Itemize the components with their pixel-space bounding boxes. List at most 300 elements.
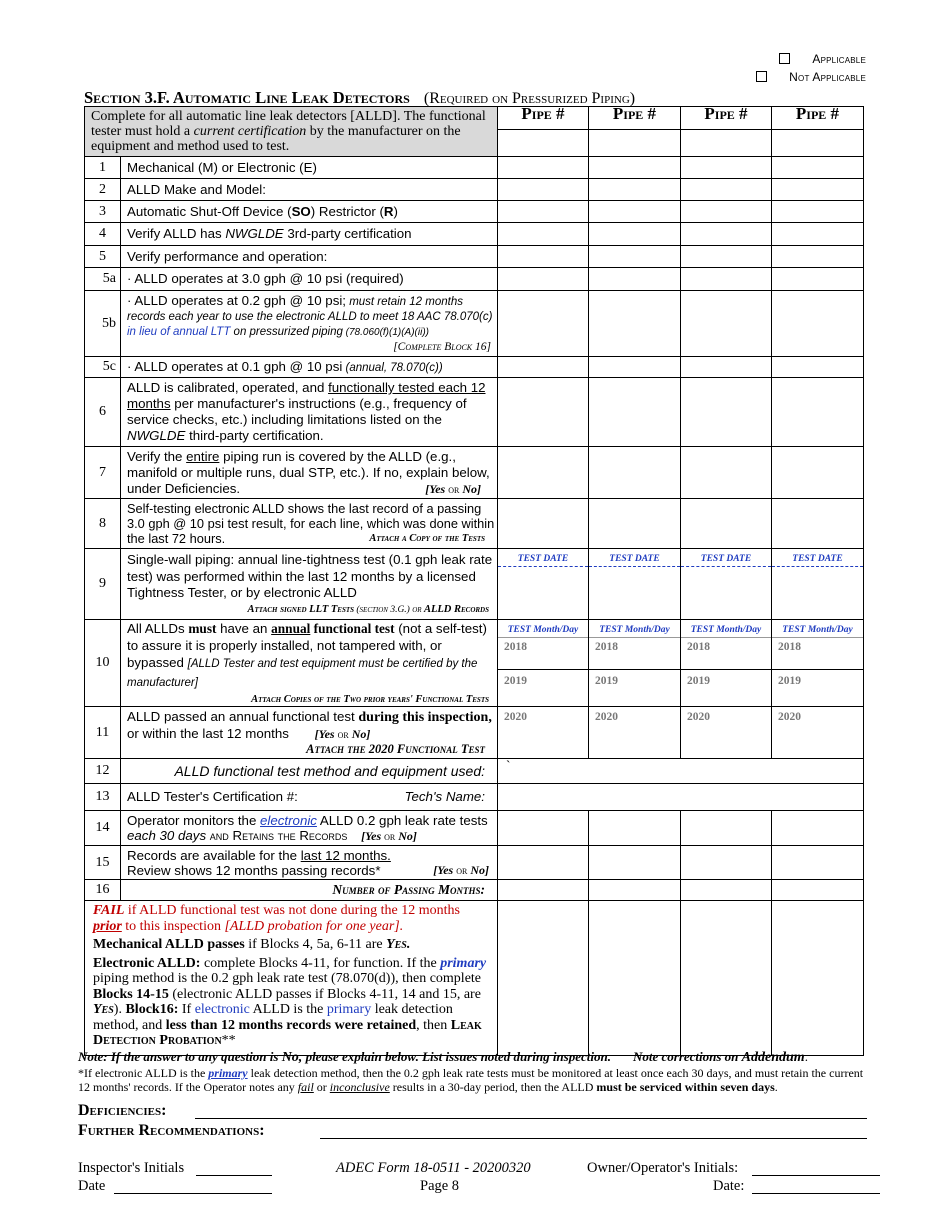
table-row: [85, 447, 864, 499]
text-bold: R: [383, 203, 394, 219]
text-bold: Mechanical ALLD passes: [93, 937, 245, 952]
or-text: or: [445, 481, 463, 496]
year-label: 2020: [595, 711, 618, 723]
test-date-label: TEST DATE: [681, 549, 771, 567]
answer-cell[interactable]: [681, 846, 772, 880]
mechanical-criteria: [93, 937, 491, 953]
text-bold: Yes: [93, 1002, 114, 1017]
addendum-link[interactable]: Addendum: [741, 1050, 805, 1065]
answer-cell[interactable]: [589, 846, 681, 880]
row-number: 15: [85, 846, 121, 880]
row-number: 3: [85, 201, 121, 223]
table-row: [85, 291, 864, 357]
answer-cell[interactable]: [772, 291, 864, 357]
text-part: (electronic ALLD passes if Blocks 4-11, 14 and 15, are: [168, 986, 481, 1002]
tech-name-label: Tech's Name:: [404, 789, 485, 804]
answer-cell[interactable]: [589, 268, 681, 291]
owner-date-label: Date:: [713, 1178, 745, 1194]
pipe-number-input[interactable]: [772, 130, 864, 157]
answer-cell[interactable]: [589, 291, 681, 357]
text-part: ): [393, 203, 398, 219]
table-row: [85, 880, 864, 901]
answer-cell[interactable]: [772, 357, 864, 378]
text-part: .: [804, 1049, 808, 1064]
year-label: 2018: [681, 638, 771, 670]
text-italic: NWGLDE: [225, 226, 284, 241]
text-part: · ALLD operates at 0.1 gph @ 10 psi: [127, 358, 343, 374]
text-part: If: [178, 1002, 195, 1017]
text-underlined: fail: [297, 1080, 314, 1094]
table-row: [85, 901, 864, 1056]
attach-line: [127, 692, 497, 706]
text-part: leak detection method, and: [93, 1002, 453, 1033]
answer-cell[interactable]: [589, 447, 681, 499]
pipe-header-2: Pipe #: [589, 107, 681, 130]
answer-cell[interactable]: [772, 246, 864, 268]
table-row: [85, 201, 864, 223]
yes-text: [Yes: [361, 828, 382, 843]
year-label: 2019: [687, 675, 710, 687]
pipe-number-input[interactable]: [681, 130, 772, 157]
row-number: 5c: [85, 357, 121, 378]
answer-cell[interactable]: [681, 499, 772, 549]
inspector-initials-input[interactable]: [196, 1175, 272, 1176]
answer-cell[interactable]: [498, 880, 589, 901]
text-bold: No,: [281, 1050, 303, 1065]
answer-cell[interactable]: [498, 901, 589, 1056]
answer-cell[interactable]: [589, 499, 681, 549]
text-part: · ALLD operates at 0.2 gph @ 10 psi;: [127, 292, 346, 308]
text-blue: electronic: [260, 812, 317, 828]
text-part: (not a self-test) to assure it is properly installed, not tampered with, or bypassed: [127, 621, 487, 670]
text-part: or: [313, 1080, 330, 1094]
answer-cell[interactable]: [772, 447, 864, 499]
text-part: Records are available for the: [127, 847, 301, 863]
row-description: [121, 447, 498, 499]
text-part: Note corrections on: [632, 1049, 742, 1064]
answer-cell[interactable]: [498, 157, 589, 179]
text-bold: less than 12 months records were retained: [165, 1017, 417, 1033]
further-recommendations-label: Further Recommendations:: [78, 1122, 265, 1139]
year-label: 2019: [504, 675, 527, 687]
complete-block-note: [Complete Block 16]: [393, 340, 491, 353]
attach-note: ALLD Records: [423, 603, 489, 615]
table-row: [85, 811, 864, 846]
attach-note: Attach signed LLT Tests: [247, 603, 355, 615]
answer-cell[interactable]: [681, 157, 772, 179]
text-italic: [ALLD Tester and test equipment must be certified by the manufacturer]: [127, 658, 478, 689]
functional-test-cell[interactable]: [498, 620, 589, 707]
answer-cell[interactable]: [498, 357, 589, 378]
deficiencies-input[interactable]: [195, 1118, 867, 1119]
text-part: Single-wall piping: annual line-tightness test (0.1 gph leak rate test) was performed within the last 12 months by a licensed Tightness Tester, or by electronic ALLD: [127, 552, 493, 601]
method-equipment-input[interactable]: [498, 759, 864, 784]
text-part: .: [774, 1080, 778, 1094]
text-underlined: annual: [271, 621, 311, 636]
row-description: [121, 499, 498, 549]
text-bold: Blocks 14-15: [93, 986, 169, 1002]
answer-cell[interactable]: [589, 157, 681, 179]
row-number: 11: [85, 707, 121, 759]
text-part: Verify ALLD has: [127, 226, 226, 241]
answer-cell[interactable]: [681, 357, 772, 378]
test-date-cell[interactable]: [589, 549, 681, 620]
row-description: [121, 620, 498, 707]
text-part: All ALLDs: [127, 621, 189, 636]
year-label: 2019: [778, 675, 801, 687]
text-bold: Leak Detection Probation: [93, 1017, 482, 1048]
fail-label: FAIL: [93, 903, 125, 918]
not-applicable-checkbox[interactable]: [756, 70, 866, 84]
functional-test-cell[interactable]: [589, 620, 681, 707]
or-text: or: [381, 828, 399, 843]
row-number: 2: [85, 179, 121, 201]
table-row: [85, 268, 864, 291]
deficiencies-label: Deficiencies:: [78, 1102, 167, 1119]
table-row: [85, 378, 864, 447]
row-description: [121, 378, 498, 447]
form-number: ADEC Form 18-0511 - 20200320: [336, 1160, 531, 1176]
answer-cell[interactable]: [589, 246, 681, 268]
answer-cell[interactable]: [772, 223, 864, 246]
text-italic: on pressurized piping: [230, 325, 343, 338]
functional-test-cell[interactable]: [498, 707, 589, 759]
answer-cell[interactable]: [498, 201, 589, 223]
table-row: [85, 246, 864, 268]
row-number: 12: [85, 759, 121, 784]
table-row: [85, 549, 864, 620]
yes-no-prompt: [425, 481, 497, 497]
functional-test-cell[interactable]: [681, 707, 772, 759]
row-description: [121, 201, 498, 223]
answer-cell[interactable]: [681, 246, 772, 268]
attach-note: Attach Copies of the Two prior years' Functional Tests: [251, 694, 489, 705]
inspector-initials: [78, 1160, 184, 1177]
yes-text: [Yes: [425, 481, 446, 496]
table-row: [85, 357, 864, 378]
table-row: [85, 846, 864, 880]
text-part: have an: [216, 621, 272, 636]
answer-cell[interactable]: [498, 268, 589, 291]
test-month-day-label: TEST Month/Day: [772, 620, 863, 638]
test-date-label: TEST DATE: [498, 549, 588, 567]
answer-cell[interactable]: [772, 268, 864, 291]
text-part: Operator monitors the: [127, 812, 261, 828]
text-part: or within the last 12 months: [127, 726, 289, 741]
answer-cell[interactable]: [772, 499, 864, 549]
test-date-cell[interactable]: [681, 549, 772, 620]
attach-note: Attach the 2020 Functional Test: [306, 742, 485, 756]
text-part: if ALLD functional test was not done during the 12 months: [124, 903, 460, 918]
inspector-initials-label: Inspector's Initials: [78, 1160, 185, 1176]
text-part: **: [221, 1033, 236, 1048]
text-part: 3rd-party certification: [283, 226, 412, 241]
answer-cell[interactable]: [681, 880, 772, 901]
text-blue: primary: [326, 1002, 372, 1017]
test-month-day-label: TEST Month/Day: [589, 620, 680, 638]
answer-cell[interactable]: [498, 291, 589, 357]
attach-note: (section 3.G.) or: [354, 604, 424, 615]
text-part: ).: [113, 1002, 126, 1017]
text-part: Note: If the answer to any question is: [78, 1049, 282, 1064]
section-subtitle: (Required on Pressurized Piping): [423, 90, 636, 107]
answer-cell[interactable]: [681, 268, 772, 291]
row-number: 4: [85, 223, 121, 246]
text-part: ALLD is calibrated, operated, and: [127, 380, 329, 395]
row-description: [121, 707, 498, 759]
text-bold: Yes.: [386, 937, 411, 952]
text-bold: during this inspection,: [358, 710, 492, 725]
table-row: [85, 157, 864, 179]
answer-cell[interactable]: [772, 846, 864, 880]
pipe-header-3: Pipe #: [681, 107, 772, 130]
row-description: [121, 223, 498, 246]
functional-test-cell[interactable]: [772, 620, 864, 707]
text-blue: electronic: [194, 1002, 250, 1017]
answer-cell[interactable]: [772, 811, 864, 846]
yes-no-prompt: [351, 829, 417, 843]
test-date-label: TEST DATE: [772, 549, 863, 567]
text-bold: Block16:: [125, 1002, 179, 1017]
year-label: 2019: [595, 675, 618, 687]
checkbox-icon[interactable]: [756, 71, 767, 82]
row-number: 5a: [85, 268, 121, 291]
date-label: Date: [78, 1178, 106, 1194]
row-number: 10: [85, 620, 121, 707]
text-blue: primary: [440, 955, 487, 971]
owner-initials-label: Owner/Operator's Initials:: [587, 1160, 739, 1176]
answer-cell[interactable]: [498, 179, 589, 201]
row-number: 6: [85, 378, 121, 447]
note-line: [78, 1049, 878, 1066]
further-recommendations-input[interactable]: [320, 1138, 867, 1139]
pass-fail-criteria: [85, 901, 498, 1056]
answer-cell[interactable]: [589, 901, 681, 1056]
answer-cell[interactable]: [772, 880, 864, 901]
functional-test-cell[interactable]: [589, 707, 681, 759]
answer-cell[interactable]: [681, 378, 772, 447]
answer-cell[interactable]: [681, 179, 772, 201]
method-value: `: [506, 758, 511, 773]
answer-cell[interactable]: [681, 223, 772, 246]
text-part: ALLD 0.2 gph leak rate tests: [316, 812, 488, 828]
text-italic: [ALLD probation for one year].: [224, 918, 404, 934]
owner-date-input[interactable]: [752, 1193, 880, 1194]
or-text: or: [453, 862, 471, 877]
row-number: 16: [85, 880, 121, 901]
text-italic: each 30 days: [127, 827, 207, 843]
year-label: 2020: [778, 711, 801, 723]
text-part: please explain below. List issues noted during inspection.: [302, 1049, 611, 1064]
year-label: 2018: [589, 638, 680, 670]
or-text: or: [334, 727, 352, 741]
row-description: [121, 846, 498, 880]
text-part: to this inspection: [121, 918, 225, 934]
text-part: ALLD passed an annual functional test: [127, 709, 359, 724]
row-number: 5b: [85, 291, 121, 357]
text-bold: SO: [291, 203, 311, 219]
answer-cell[interactable]: [772, 378, 864, 447]
year-label: 2020: [687, 711, 710, 723]
answer-cell[interactable]: [772, 901, 864, 1056]
answer-cell[interactable]: [498, 246, 589, 268]
row-description: [121, 291, 498, 357]
text-part: complete Blocks 4-11, for function. If the: [200, 955, 441, 971]
table-row: [85, 499, 864, 549]
answer-cell[interactable]: [589, 223, 681, 246]
answer-cell[interactable]: [589, 378, 681, 447]
text-part: *If electronic ALLD is the: [78, 1066, 209, 1080]
text-part: per manufacturer's instructions (e.g., frequency of service checks, etc.) including limitations listed on the: [127, 396, 467, 427]
answer-cell[interactable]: [498, 223, 589, 246]
text-part: and Retains the Records: [206, 827, 348, 843]
table-row: [85, 179, 864, 201]
answer-cell[interactable]: [589, 357, 681, 378]
text-underlined: last 12 months.: [300, 847, 391, 863]
answer-cell[interactable]: [681, 447, 772, 499]
year-label: 2018: [498, 638, 588, 670]
row-description: ALLD Make and Model:: [121, 179, 498, 201]
tester-certification-input[interactable]: [498, 784, 864, 811]
not-applicable-label: Not Applicable: [789, 70, 866, 84]
answer-cell[interactable]: [772, 179, 864, 201]
text-part: ) Restrictor (: [310, 203, 384, 219]
pipe-header-4: Pipe #: [772, 107, 864, 130]
row-description: Verify performance and operation:: [121, 246, 498, 268]
text-underlined: inconclusive: [329, 1080, 390, 1094]
answer-cell[interactable]: [589, 880, 681, 901]
checkbox-icon[interactable]: [779, 53, 790, 64]
text-part: Self-testing electronic ALLD shows the last record of a passing 3.0 gph @ 10 psi test result, for each line, which was done within the last 72 hours.: [127, 501, 495, 546]
year-label: 2020: [504, 711, 527, 723]
pipe-header-1: Pipe #: [498, 107, 589, 130]
test-date-cell[interactable]: [772, 549, 864, 620]
yes-no-prompt: [433, 863, 497, 878]
date-input[interactable]: [114, 1193, 272, 1194]
pipe-number-input[interactable]: [589, 130, 681, 157]
text-part: third-party certification.: [185, 428, 324, 443]
intro-emphasis: current certification: [193, 124, 307, 139]
answer-cell[interactable]: [772, 201, 864, 223]
row-number: 13: [85, 784, 121, 811]
answer-cell[interactable]: [498, 811, 589, 846]
text-italic: must retain 12 months records each year to use the electronic ALLD to meet 18 AAC 78.070(c): [127, 295, 493, 323]
text-italic: NWGLDE: [127, 428, 186, 443]
table-row: [85, 759, 864, 784]
electronic-criteria: [93, 956, 491, 1049]
row-description: ALLD functional test method and equipment used:: [121, 759, 498, 784]
row-number: 9: [85, 549, 121, 620]
yes-text: [Yes: [314, 727, 335, 741]
attach-line: [127, 742, 497, 756]
test-month-day-label: TEST Month/Day: [498, 620, 588, 638]
text-part: ALLD Tester's Certification #:: [127, 789, 298, 804]
answer-cell[interactable]: [681, 811, 772, 846]
functional-test-cell[interactable]: [681, 620, 772, 707]
text-bold: must: [188, 621, 217, 636]
applicable-label: Applicable: [812, 52, 866, 66]
pipe-number-input[interactable]: [498, 130, 589, 157]
passing-months-label: Number of Passing Months:: [121, 880, 498, 901]
no-text: No]: [462, 481, 481, 496]
text-part: Automatic Shut-Off Device (: [127, 203, 292, 219]
row-number: 5: [85, 246, 121, 268]
answer-cell[interactable]: [498, 447, 589, 499]
row-number: 14: [85, 811, 121, 846]
row-description: [121, 549, 498, 620]
yes-text: [Yes: [433, 862, 454, 877]
answer-cell[interactable]: [681, 201, 772, 223]
answer-cell[interactable]: [498, 378, 589, 447]
table-row: [85, 784, 864, 811]
page-number: Page 8: [420, 1178, 460, 1194]
text-underlined: entire: [186, 448, 220, 464]
intro-part: Complete for all automatic line leak detectors [ALLD]. The functional tester must hold a: [91, 109, 486, 139]
answer-cell[interactable]: [498, 499, 589, 549]
answer-cell[interactable]: [772, 157, 864, 179]
answer-cell[interactable]: [589, 201, 681, 223]
table-row: [85, 620, 864, 707]
alld-table: [84, 106, 864, 1056]
test-date-label: TEST DATE: [589, 549, 680, 567]
fail-criteria: [93, 903, 491, 934]
row-number: 8: [85, 499, 121, 549]
footnote: [78, 1066, 878, 1094]
functional-test-cell[interactable]: [772, 707, 864, 759]
text-underlined: prior: [93, 918, 122, 934]
attach-line: [127, 602, 497, 616]
text-bold: Electronic ALLD:: [93, 955, 201, 971]
text-part: Review shows 12 months passing records*: [127, 862, 381, 878]
text-italic: (78.060(f)(1)(A)(ii)): [342, 326, 429, 338]
text-part: piping method is the 0.2 gph leak rate test (78.070(d)), then complete: [93, 971, 482, 986]
no-text: No]: [351, 727, 371, 741]
yes-no-prompt: [293, 727, 371, 741]
text-part: ALLD is the: [249, 1002, 327, 1017]
row-description: [121, 784, 498, 811]
text-italic: (annual, 78.070(c)): [342, 361, 443, 374]
test-month-day-label: TEST Month/Day: [681, 620, 771, 638]
text-underlined: functionally tested each 12 months: [127, 380, 486, 411]
no-text: No]: [398, 828, 417, 843]
text-part: results in a 30-day period, then the ALLD: [389, 1080, 597, 1094]
text-blue: in lieu of annual LTT: [127, 325, 231, 338]
table-row: [85, 223, 864, 246]
answer-cell[interactable]: [681, 901, 772, 1056]
text-blue: primary: [208, 1066, 248, 1080]
owner-initials-input[interactable]: [752, 1175, 880, 1176]
row-description: [121, 811, 498, 846]
answer-cell[interactable]: [589, 811, 681, 846]
row-description: [121, 357, 498, 378]
year-label: 2018: [772, 638, 863, 670]
text-bold: must be serviced within seven days: [596, 1080, 775, 1094]
table-row: [85, 707, 864, 759]
test-date-cell[interactable]: [498, 549, 589, 620]
text-part: , then: [416, 1017, 451, 1033]
row-description: · ALLD operates at 3.0 gph @ 10 psi (required): [121, 268, 498, 291]
section-heading: Section 3.F. Automatic Line Leak Detectors: [84, 88, 410, 107]
row-description: Mechanical (M) or Electronic (E): [121, 157, 498, 179]
text-part: piping run is covered by the ALLD (e.g., manifold or multiple runs, dual STP, etc.). If no, explain below, under Deficiencies.: [127, 448, 490, 496]
text-part: Verify the: [127, 448, 187, 464]
answer-cell[interactable]: [681, 291, 772, 357]
answer-cell[interactable]: [498, 846, 589, 880]
answer-cell[interactable]: [589, 179, 681, 201]
applicable-checkbox[interactable]: [779, 52, 866, 66]
attach-note: Attach a Copy of the Tests: [369, 533, 485, 544]
intro-part: by the manufacturer on the equipment and method used to test.: [91, 124, 461, 154]
